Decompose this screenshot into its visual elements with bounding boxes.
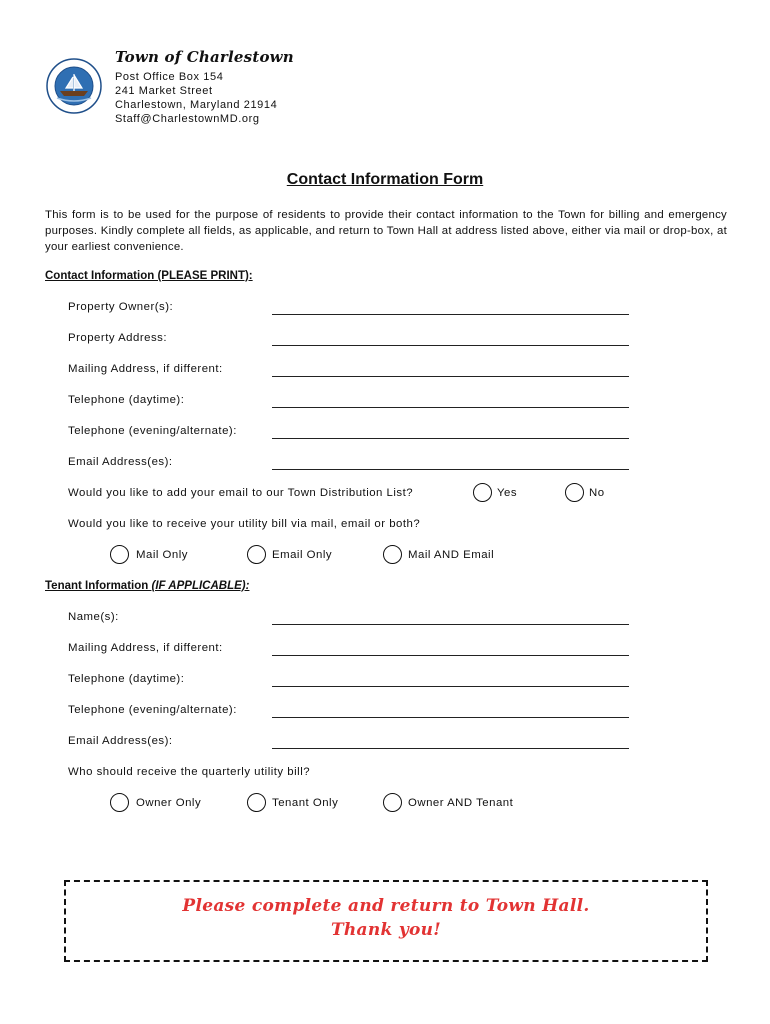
footer-note-line: Please complete and return to Town Hall. bbox=[182, 896, 590, 916]
address-line: Charlestown, Maryland 21914 bbox=[115, 99, 278, 111]
town-seal-logo bbox=[46, 58, 102, 114]
field-label: Email Address(es): bbox=[68, 456, 173, 468]
owner-only-radio[interactable] bbox=[110, 793, 129, 812]
address-line: Post Office Box 154 bbox=[115, 71, 224, 83]
distribution-question: Would you like to add your email to our Town Distribution List? bbox=[68, 487, 414, 499]
tenant-only-radio[interactable] bbox=[247, 793, 266, 812]
field-label: Mailing Address, if different: bbox=[68, 642, 223, 654]
radio-label: No bbox=[589, 487, 605, 499]
form-intro: This form is to be used for the purpose of residents to provide their contact information to the Town for billing and emergency purposes. Kindly complete all fields, as applicable, and return to Town Hall at address listed above, either via mail or drop-box, at your earliest convenience. bbox=[45, 209, 727, 253]
field-label: Property Owner(s): bbox=[68, 301, 174, 313]
field-label: Email Address(es): bbox=[68, 735, 173, 747]
tenant-name-input[interactable] bbox=[272, 624, 629, 625]
field-label: Telephone (daytime): bbox=[68, 673, 185, 685]
tenant-telephone-daytime-input[interactable] bbox=[272, 686, 629, 687]
tenant-heading-note: (IF APPLICABLE): bbox=[151, 580, 250, 592]
tenant-heading-text: Tenant Information bbox=[45, 580, 152, 592]
distribution-no-radio[interactable] bbox=[565, 483, 584, 502]
telephone-daytime-input[interactable] bbox=[272, 407, 629, 408]
distribution-yes-radio[interactable] bbox=[473, 483, 492, 502]
email-address-input[interactable] bbox=[272, 469, 629, 470]
bill-question: Would you like to receive your utility bill via mail, email or both? bbox=[68, 518, 421, 530]
contact-section-heading: Contact Information (PLEASE PRINT): bbox=[45, 270, 253, 282]
field-label: Telephone (evening/alternate): bbox=[68, 704, 237, 716]
property-address-input[interactable] bbox=[272, 345, 629, 346]
mailing-address-input[interactable] bbox=[272, 376, 629, 377]
field-label: Telephone (daytime): bbox=[68, 394, 185, 406]
form-title: Contact Information Form bbox=[286, 171, 484, 188]
radio-label: Owner AND Tenant bbox=[408, 797, 514, 809]
tenant-bill-question: Who should receive the quarterly utility bill? bbox=[68, 766, 311, 778]
tenant-section-heading bbox=[45, 580, 249, 592]
radio-label: Yes bbox=[497, 487, 518, 499]
mail-only-radio[interactable] bbox=[110, 545, 129, 564]
address-line: 241 Market Street bbox=[115, 85, 213, 97]
radio-label: Owner Only bbox=[136, 797, 202, 809]
tenant-mailing-address-input[interactable] bbox=[272, 655, 629, 656]
field-label: Mailing Address, if different: bbox=[68, 363, 223, 375]
field-label: Name(s): bbox=[68, 611, 119, 623]
email-only-radio[interactable] bbox=[247, 545, 266, 564]
radio-label: Mail Only bbox=[136, 549, 188, 561]
email-address-link[interactable]: Staff@CharlestownMD.org bbox=[115, 113, 260, 125]
radio-label: Email Only bbox=[272, 549, 333, 561]
property-owner-input[interactable] bbox=[272, 314, 629, 315]
mail-and-email-radio[interactable] bbox=[383, 545, 402, 564]
radio-label: Tenant Only bbox=[272, 797, 339, 809]
telephone-evening-input[interactable] bbox=[272, 438, 629, 439]
org-name: Town of Charlestown bbox=[115, 48, 294, 66]
footer-thank-you: Thank you! bbox=[330, 920, 442, 940]
field-label: Telephone (evening/alternate): bbox=[68, 425, 237, 437]
tenant-telephone-evening-input[interactable] bbox=[272, 717, 629, 718]
tenant-email-input[interactable] bbox=[272, 748, 629, 749]
radio-label: Mail AND Email bbox=[408, 549, 495, 561]
owner-and-tenant-radio[interactable] bbox=[383, 793, 402, 812]
field-label: Property Address: bbox=[68, 332, 168, 344]
